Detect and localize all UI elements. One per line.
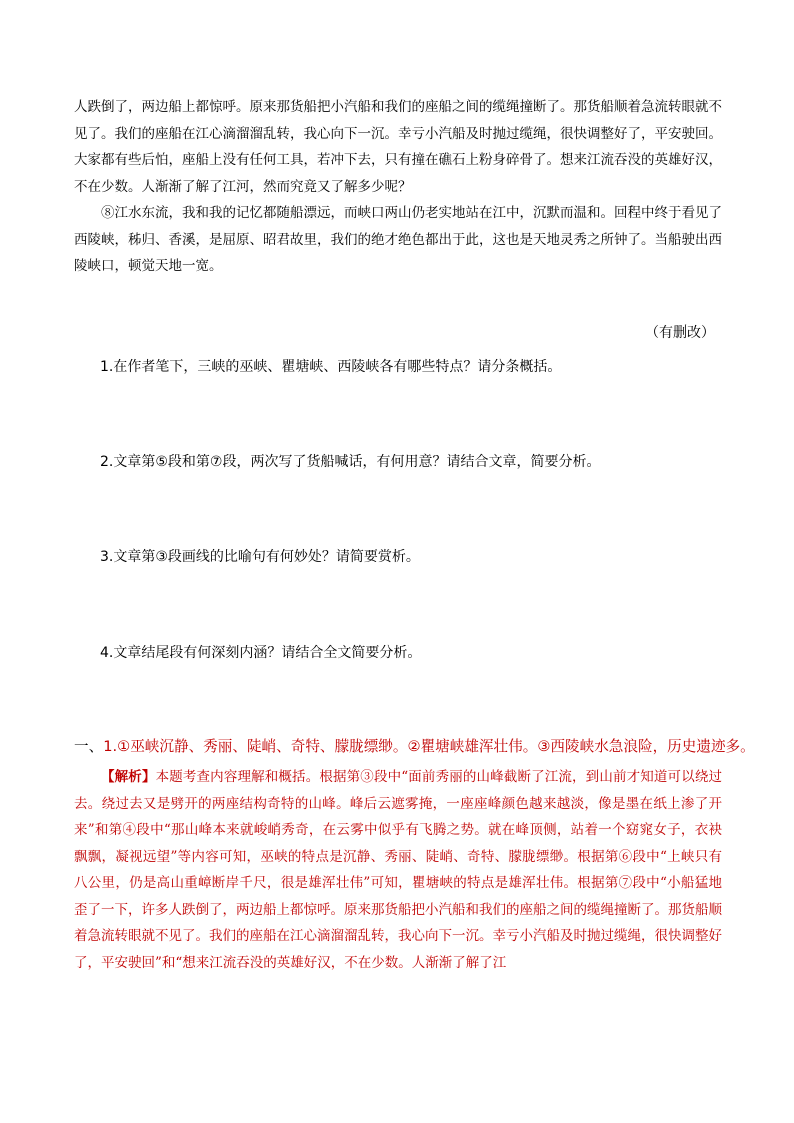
question-3: 3.文章第③段画线的比喻句有何妙处？请简要赏析。 [100,549,420,565]
question-1: 1.在作者笔下，三峡的巫峡、瞿塘峡、西陵峡各有哪些特点？请分条概括。 [100,359,562,375]
analysis-block [74,764,722,976]
answer-section-prefix: 一、 [74,738,104,755]
passage [74,94,722,280]
question-4: 4.文章结尾段有何深刻内涵？请结合全文简要分析。 [100,645,422,661]
passage-paragraph-7-continued: 人跌倒了，两边船上都惊呼。原来那货船把小汽船和我们的座船之间的缆绳撞断了。那货船顺着急流转眼就不见了。我们的座船在江心滴溜溜乱转，我心向下一沉。幸亏小汽船及时抛过缆绳，很快调整好了，平安驶回。大家都有些后怕，座船上没有任何工具，若冲下去，只有撞在礁石上粉身碎骨了。想来江流吞没的英雄好汉，不在少数。人渐渐了解了江河，然而究竟又了解多少呢？ [74,99,722,195]
passage-paragraph-8: ⑧江水东流，我和我的记忆都随船漂远，而峡口两山仍老实地站在江中，沉默而温和。回程中终于看见了西陵峡，秭归、香溪，是屈原、昭君故里，我们的绝才绝色都出于此，这也是天地灵秀之所钟了。当船驶出西陵峡口，顿觉天地一宽。 [74,205,722,274]
source-note: （有删改） [645,325,715,341]
answer-text: 1.①巫峡沉静、秀丽、陡峭、奇特、朦胧缥缈。②瞿塘峡雄浑壮伟。③西陵峡水急浪险，历史遗迹多。 [103,738,755,755]
question-2: 2.文章第⑤段和第⑦段，两次写了货船喊话，有何用意？请结合文章，简要分析。 [100,454,601,470]
analysis-text: 本题考查内容理解和概括。根据第③段中“面前秀丽的山峰截断了江流，到山前才知道可以绕过去。绕过去又是劈开的两座结构奇特的山峰。峰后云遮雾掩，一座座峰颜色越来越淡，像是墨在纸上渗了开来”和第④段中“那山峰本来就峻峭秀奇，在云雾中似乎有飞腾之势。就在峰顶侧，站着一个窈窕女子，衣袂飘飘，凝视远望”等内容可知，巫峡的特点是沉静、秀丽、陡峭、奇特、朦胧缥缈。根据第⑥段中“上峡只有八公里，仍是高山重嶂断岸千尺，很是雄浑壮伟”可知，瞿塘峡的特点是雄浑壮伟。根据第⑦段中“小船猛地歪了一下，许多人跌倒了，两边船上都惊呼。原来那货船把小汽船和我们的座船之间的缆绳撞断了。那货船顺着急流转眼就不见了。我们的座船在江心滴溜溜乱转，我心向下一沉。幸亏小汽船及时抛过缆绳，很快调整好了，平安驶回”和“想来江流吞没的英雄好汉，不在少数。人渐渐了解了江 [74,769,723,971]
analysis-tag: 【解析】 [101,769,156,785]
answer-line [74,735,754,759]
